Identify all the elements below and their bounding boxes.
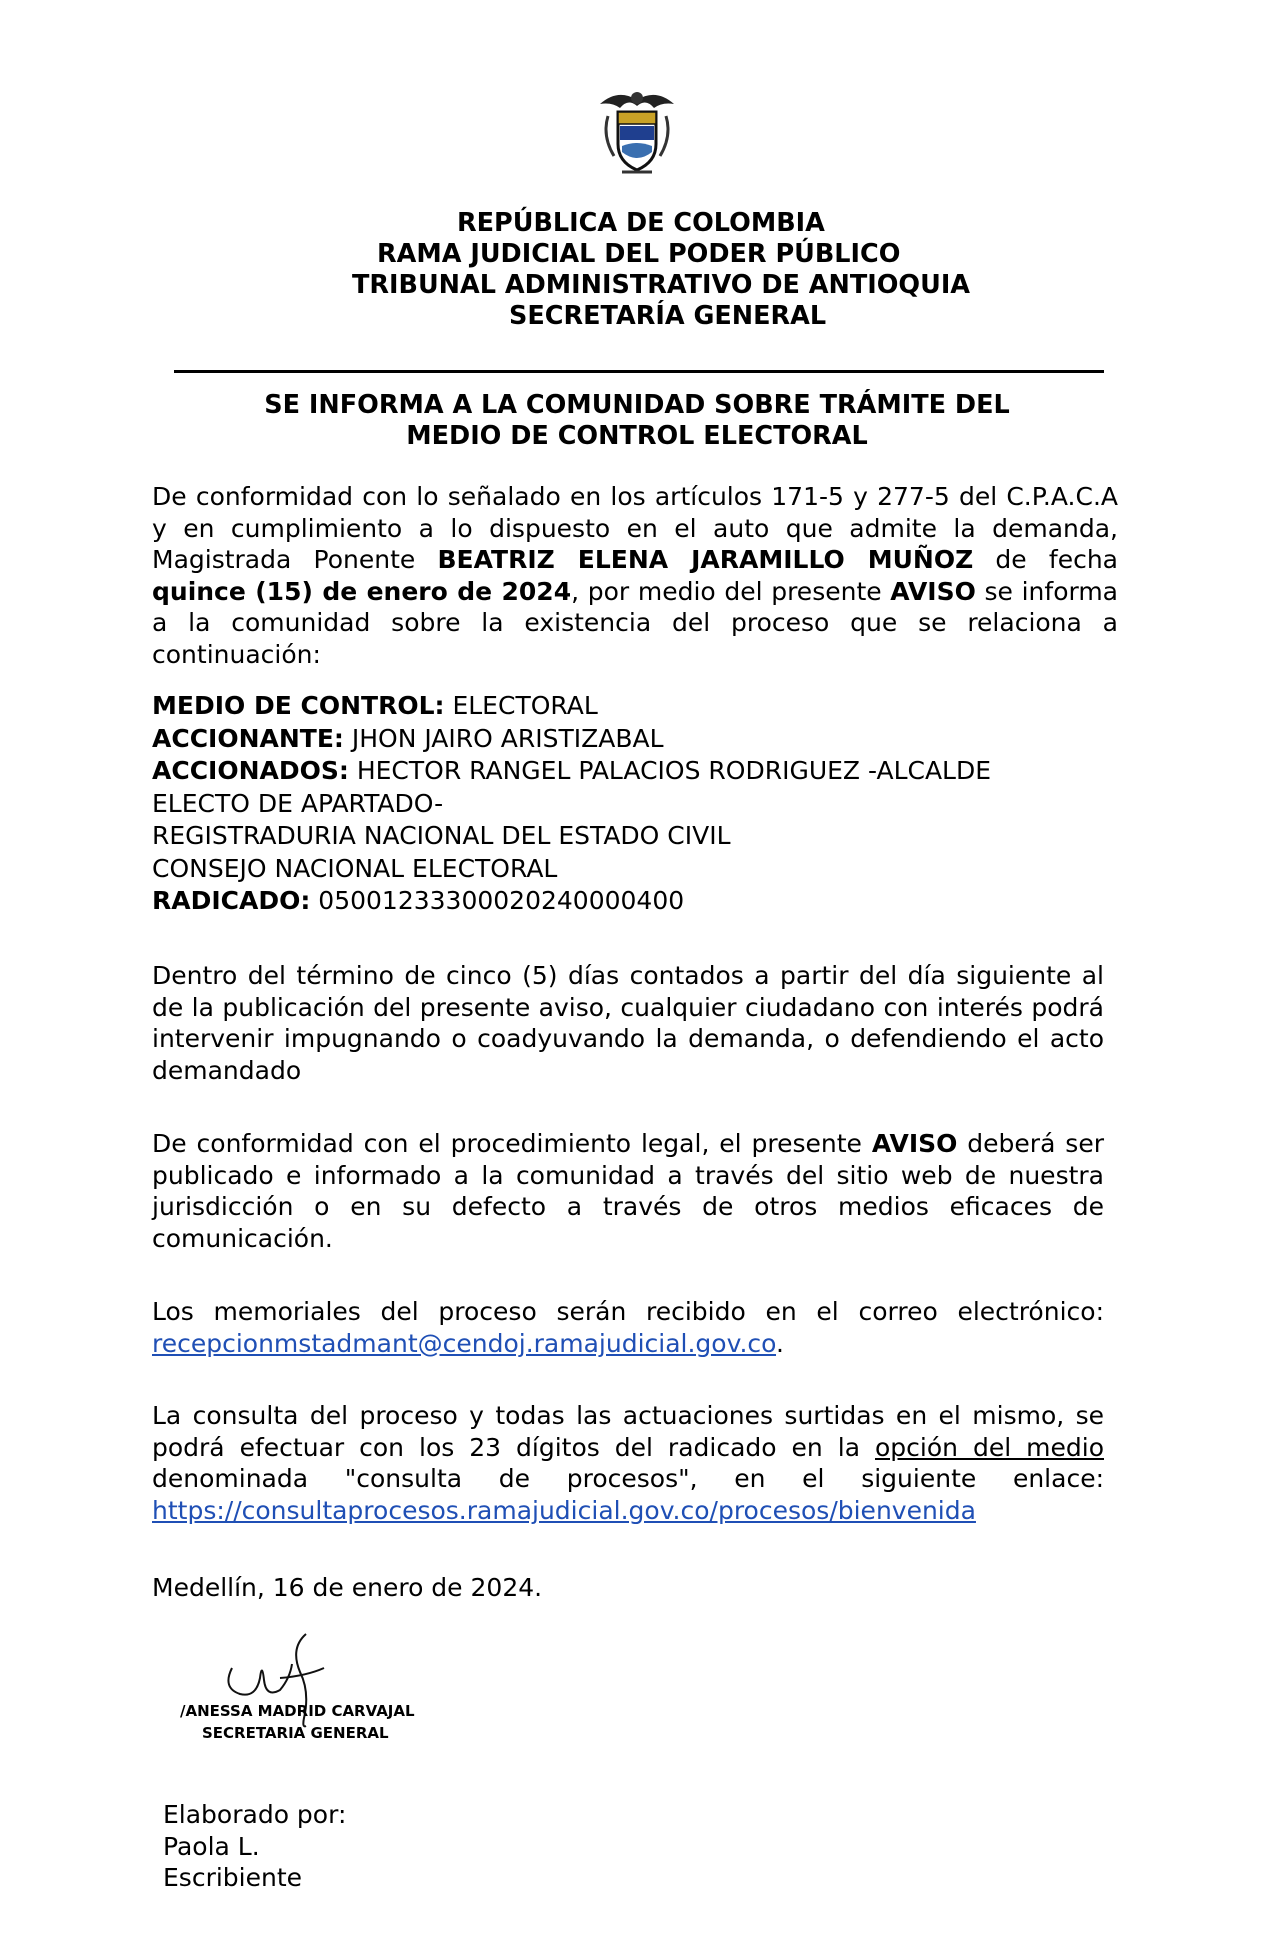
procedure-paragraph: De conformidad con el procedimiento legal, el presente AVISO deberá ser publicado e informado a la comunidad a través del sitio web de nuestra jurisdicción o en su defecto a través de otros medios eficaces de comunicación. xyxy=(152,1129,1104,1253)
field-accionados-cne: CONSEJO NACIONAL ELECTORAL xyxy=(152,853,558,883)
elaborated-role: Escribiente xyxy=(163,1863,303,1892)
header-tribunal: TRIBUNAL ADMINISTRATIVO DE ANTIOQUIA xyxy=(352,270,971,300)
notice-title xyxy=(152,390,1122,452)
elaborated-by xyxy=(163,1799,346,1894)
field-accionados-cont: ELECTO DE APARTADO- xyxy=(152,788,444,818)
elaborated-name: Paola L. xyxy=(163,1831,260,1861)
header-country: REPÚBLICA DE COLOMBIA xyxy=(457,208,825,238)
place-date: Medellín, 16 de enero de 2024. xyxy=(152,1573,543,1602)
field-accionados-registraduria: REGISTRADURIA NACIONAL DEL ESTADO CIVIL xyxy=(152,821,731,850)
email-link[interactable]: recepcionmstadmant@cendoj.ramajudicial.gov.co xyxy=(152,1328,776,1358)
field-medio-de-control: MEDIO DE CONTROL: ELECTORAL xyxy=(152,691,598,720)
header-branch: RAMA JUDICIAL DEL PODER PÚBLICO xyxy=(377,239,901,269)
magistrate-name: BEATRIZ ELENA JARAMILLO MUÑOZ xyxy=(437,545,974,574)
field-radicado: RADICADO: 05001233300020240000400 xyxy=(152,886,685,915)
admission-date: quince (15) de enero de 2024 xyxy=(152,576,572,606)
consulta-url-link[interactable]: https://consultaprocesos.ramajudicial.gov.co/procesos/bienvenida xyxy=(152,1495,976,1525)
memoriales-paragraph: Los memoriales del proceso serán recibido en el correo electrónico: recepcionmstadmant@cendoj.ramajudicial.gov.co. xyxy=(152,1297,1104,1358)
aviso-keyword: AVISO xyxy=(890,576,976,606)
intro-paragraph: De conformidad con lo señalado en los artículos 171-5 y 277-5 del C.P.A.C.A y en cumplimiento a lo dispuesto en el auto que admite la demanda, Magistrada Ponente BEATRIZ ELENA JARAMILLO MUÑOZ de fecha quince (15) de enero de 2024, por medio del presente AVISO se informa a la comunidad sobre la existencia del proceso que se relaciona a continuación: xyxy=(152,482,1119,669)
option-underlined-text: opción del medio xyxy=(875,1432,1104,1462)
elaborated-label: Elaborado por: xyxy=(163,1800,347,1829)
colombia-coat-of-arms-seal xyxy=(598,86,676,178)
header-secretariat: SECRETARÍA GENERAL xyxy=(509,301,827,331)
case-details xyxy=(152,690,991,918)
notice-title-line2: MEDIO DE CONTROL ELECTORAL xyxy=(406,421,868,451)
signatory-role: SECRETARIA GENERAL xyxy=(202,1724,389,1742)
field-accionante: ACCIONANTE: JHON JAIRO ARISTIZABAL xyxy=(152,723,664,753)
header-divider xyxy=(174,370,1104,373)
notice-title-line1: SE INFORMA A LA COMUNIDAD SOBRE TRÁMITE DEL xyxy=(264,390,1010,420)
signatory-name: /ANESSA MADRID CARVAJAL xyxy=(180,1702,415,1720)
field-accionados: ACCIONADOS: HECTOR RANGEL PALACIOS RODRIGUEZ -ALCALDE xyxy=(152,756,992,785)
term-paragraph: Dentro del término de cinco (5) días contados a partir del día siguiente al de la publicación del presente aviso, cualquier ciudadano con interés podrá intervenir impugnando o coadyuvando la demanda, o defendiendo el acto demandado xyxy=(152,961,1104,1085)
consulta-paragraph: La consulta del proceso y todas las actuaciones surtidas en el mismo, se podrá efectuar con los 23 dígitos del radicado en la opción del medio denominada "consulta de procesos", en el siguiente enlace: https://consultaprocesos.ramajudicial.gov.co/procesos/bienvenida xyxy=(152,1401,1104,1525)
